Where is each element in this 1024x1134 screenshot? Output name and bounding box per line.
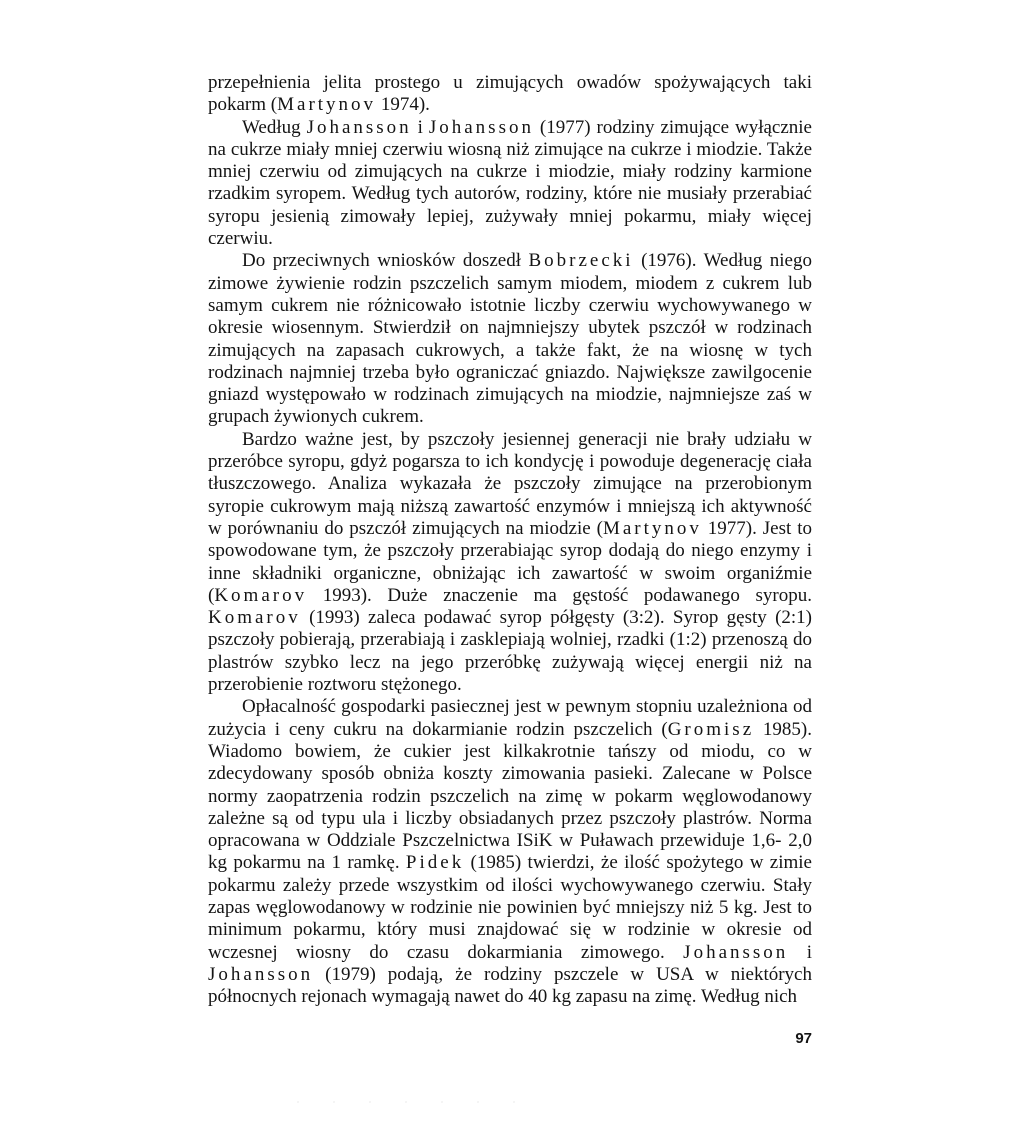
text-run: 1993). Duże znaczenie ma gęstość podawanego syropu. bbox=[307, 584, 812, 606]
text-run: (1993) zaleca podawać syrop półgęsty (3:2). Syrop gęsty (2:1) pszczoły pobierają, przerabiają i zasklepiają wolniej, rzadki (1:2) przenoszą do plastrów szybko lecz na jego przeróbkę zużywają więcej energii niż na przerobienie roztworu stężonego. bbox=[208, 607, 812, 696]
text-run: przepełnienia jelita prostego u zimujących owadów spożywających taki pokarm ( bbox=[208, 72, 812, 116]
text-run: Opłacalność gospodarki pasiecznej jest w pewnym stopniu uzależniona od zużycia i ceny cukru na dokarmianie rodzin pszczelich ( bbox=[208, 696, 812, 740]
paragraph bbox=[208, 696, 812, 1008]
text-run: 1977). Jest to spowodowane tym, że pszczoły przerabiając syrop dodają do niego enzymy i inne składniki organiczne, obniżając ich zawartość w swoim organiźmie ( bbox=[208, 517, 812, 606]
paragraph bbox=[208, 117, 812, 251]
text-run: (1979) podają, że rodziny pszczele w USA w niektórych północnych rejonach wymagają nawet do 40 kg zapasu na zimę. Według nich bbox=[208, 963, 812, 1008]
cited-author: Bobrzecki bbox=[528, 250, 634, 272]
cited-author: Johansson bbox=[428, 116, 534, 138]
text-run: 1974). bbox=[376, 94, 430, 116]
body-text bbox=[208, 72, 812, 1008]
cited-author: Komarov bbox=[214, 584, 308, 606]
cited-author: Martynov bbox=[277, 94, 377, 116]
cited-author: Johansson bbox=[683, 941, 789, 963]
paragraph bbox=[208, 250, 812, 428]
cited-author: Johansson bbox=[208, 963, 314, 985]
cited-author: Komarov bbox=[208, 607, 301, 629]
scan-artifact bbox=[280, 1101, 540, 1103]
text-run: Do przeciwnych wniosków doszedł bbox=[242, 250, 529, 272]
text-run: Bardzo ważne jest, by pszczoły jesiennej generacji nie brały udziału w przeróbce syropu, gdyż pogarsza to ich kondycję i powoduje degenerację ciała tłuszczowego. Analiza wykazała że pszczoły zimujące na przerobionym syropie cukrowym mają niższą zawartość enzymów i mniejszą ich aktywność w porównaniu do pszczół zimujących na miodzie ( bbox=[208, 428, 812, 539]
cited-author: Pidek bbox=[405, 852, 465, 874]
paragraph bbox=[208, 72, 812, 117]
cited-author: Gromisz bbox=[667, 718, 755, 740]
text-run: i bbox=[788, 941, 813, 963]
cited-author: Johansson bbox=[306, 116, 412, 138]
paragraph bbox=[208, 429, 812, 697]
text-run: 1985). Wiadomo bowiem, że cukier jest kilkakrotnie tańszy od miodu, co w zdecydowany sposób obniża koszty zimowania pasieki. Zalecane w Polsce normy zaopatrzenia rodzin pszczelich na zimę w pokarm węglowodanowy zależne są od typu ula i liczby obsiadanych przez pszczoły plastrów. Norma opracowana w Oddziale Pszczelnictwa ISiK w Puławach przewiduje 1,6- 2,0 kg pokarmu na 1 ramkę. bbox=[208, 718, 813, 874]
text-run: (1977) rodziny zimujące wyłącznie na cukrze miały mniej czerwiu wiosną niż zimujące na cukrze i miodzie. Także mniej czerwiu od zimujących na cukrze i miodzie, miały rodziny karmione rzadkim syropem. Według tych autorów, rodziny, które nie musiały przerabiać syropu jesienią zimowały lepiej, zużywały mniej pokarmu, miały więcej czerwiu. bbox=[208, 116, 812, 250]
text-run: i bbox=[411, 116, 429, 138]
page-number: 97 bbox=[795, 1030, 812, 1047]
text-run: (1985) twierdzi, że ilość spożytego w zimie pokarmu zależy przede wszystkim od ilości wychowywanego czerwiu. Stały zapas węglowodanowy w rodzinie nie powinien być mniejszy niż 5 kg. Jest to minimum pokarmu, który musi znajdować się w rodzinie w okresie od wczesnej wiosny do czasu dokarmiania zimowego. bbox=[208, 852, 812, 963]
text-run: Według bbox=[242, 116, 307, 138]
text-run: (1976). Według niego zimowe żywienie rodzin pszczelich samym miodem, miodem z cukrem lub samym cukrem nie różnicowało istotnie liczby czerwiu wychowywanego w okresie wiosennym. Stwierdził on najmniejszy ubytek pszczół w rodzinach zimujących na zapasach cukrowych, a także fakt, że na wiosnę w tych rodzinach najmniej trzeba było ograniczać gniazdo. Największe zawilgocenie gniazd występowało w rodzinach zimujących na miodzie, najmniejsze zaś w grupach żywionych cukrem. bbox=[208, 250, 812, 428]
cited-author: Martynov bbox=[602, 517, 702, 539]
